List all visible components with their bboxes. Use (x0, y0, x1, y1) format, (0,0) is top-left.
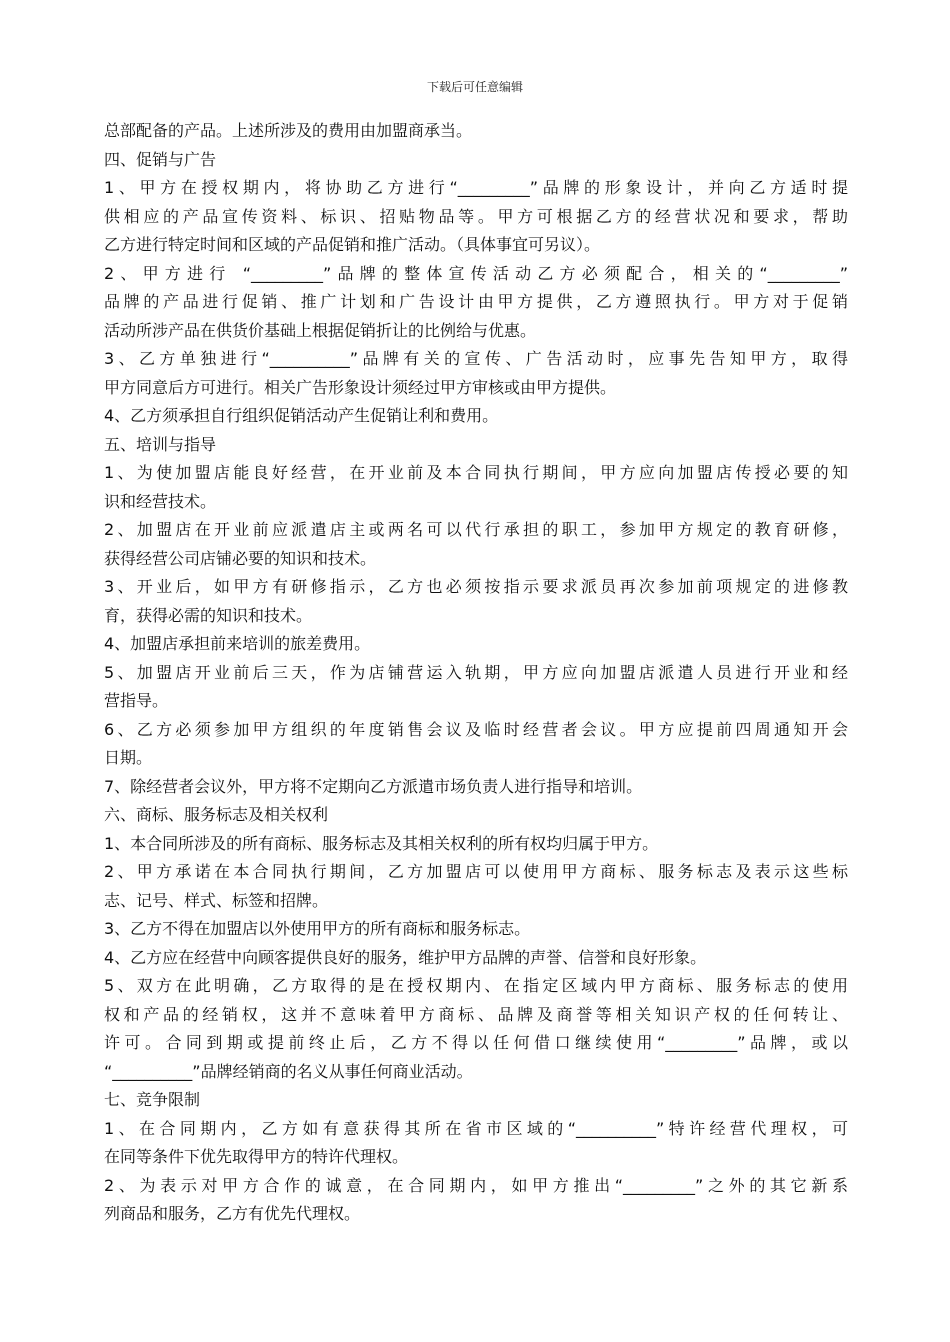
text-line: 营指导。 (104, 691, 169, 710)
text-line: 育，获得必需的知识和技术。 (104, 605, 313, 625)
text-line: 甲方同意后方可进行。相关广告形象设计须经过甲方审核或由甲方提供。 (104, 377, 617, 397)
text-line: 4、加盟店承担前来培训的旅差费用。 (104, 634, 371, 653)
text-line: 1、在合同期内，乙方如有意获得其所在省市区域的“__________”特许经营代理权，可 (104, 1118, 848, 1138)
text-line: 总部配备的产品。上述所涉及的费用由加盟商承当。 (104, 121, 473, 140)
text-line: 活动所涉产品在供货价基础上根据促销折让的比例给与优惠。 (104, 320, 537, 340)
text-line: 7、除经营者会议外，甲方将不定期向乙方派遣市场负责人进行指导和培训。 (104, 776, 643, 796)
text-line: 5、加盟店开业前后三天，作为店铺营运入轨期，甲方应向加盟店派遣人员进行开业和经 (104, 662, 848, 682)
text-line: 3、乙方不得在加盟店以外使用甲方的所有商标和服务标志。 (104, 919, 531, 938)
text-line: 1、本合同所涉及的所有商标、服务标志及其相关权利的所有权均归属于甲方。 (104, 833, 659, 853)
text-line: 2、甲方进行 “_________”品牌的整体宣传活动乙方必须配合，相关的“_________” (104, 263, 848, 283)
page-header: 下载后可任意编辑 (426, 80, 523, 94)
text-line: 在同等条件下优先取得甲方的特许代理权。 (104, 1147, 409, 1166)
text-line: 1、为使加盟店能良好经营，在开业前及本合同执行期间，甲方应向加盟店传授必要的知 (104, 463, 848, 482)
text-line: 供相应的产品宣传资料、标识、招贴物品等。甲方可根据乙方的经营状况和要求，帮助 (104, 206, 848, 226)
text-line: 七、竞争限制 (104, 1090, 201, 1109)
text-line: 1、甲方在授权期内，将协助乙方进行“_________”品牌的形象设计，并向乙方适时提 (104, 178, 848, 197)
text-line: “__________”品牌经销商的名义从事任何商业活动。 (104, 1061, 473, 1081)
text-line: 2、甲方承诺在本合同执行期间，乙方加盟店可以使用甲方商标、服务标志及表示这些标 (104, 862, 848, 881)
document-body (104, 117, 848, 1229)
text-line: 乙方进行特定时间和区域的产品促销和推广活动。（具体事宜可另议）。 (104, 235, 601, 254)
text-line: 2、为表示对甲方合作的诚意，在合同期内，如甲方推出“_________”之外的其它新系 (104, 1175, 848, 1195)
text-line: 四、促销与广告 (104, 149, 217, 169)
text-line: 五、培训与指导 (104, 434, 217, 454)
text-line: 3、开业后，如甲方有研修指示，乙方也必须按指示要求派员再次参加前项规定的进修教 (104, 577, 848, 596)
text-line: 4、乙方应在经营中向顾客提供良好的服务，维护甲方品牌的声誉、信誉和良好形象。 (104, 947, 707, 967)
text-line: 2、加盟店在开业前应派遣店主或两名可以代行承担的职工，参加甲方规定的教育研修， (104, 520, 848, 539)
text-line: 志、记号、样式、标签和招牌。 (104, 890, 329, 910)
text-line: 5、双方在此明确，乙方取得的是在授权期内、在指定区域内甲方商标、服务标志的使用 (104, 976, 848, 995)
text-line: 3、乙方单独进行“__________”品牌有关的宣传、广告活动时，应事先告知甲方，取得 (104, 349, 848, 368)
text-line: 获得经营公司店铺必要的知识和技术。 (104, 548, 377, 568)
text-line: 品牌的产品进行促销、推广计划和广告设计由甲方提供，乙方遵照执行。甲方对于促销 (104, 292, 848, 311)
text-line: 权和产品的经销权，这并不意味着甲方商标、品牌及商誉等相关知识产权的任何转让、 (104, 1004, 848, 1024)
text-line: 六、商标、服务标志及相关权利 (104, 805, 329, 824)
text-line: 列商品和服务，乙方有优先代理权。 (104, 1204, 361, 1223)
text-line: 识和经营技术。 (104, 491, 217, 511)
text-line: 日期。 (104, 748, 153, 767)
text-line: 6、乙方必须参加甲方组织的年度销售会议及临时经营者会议。甲方应提前四周通知开会 (104, 719, 848, 739)
text-line: 许可。合同到期或提前终止后，乙方不得以任何借口继续使用“_________”品牌，或以 (104, 1033, 848, 1052)
text-line: 4、乙方须承担自行组织促销活动产生促销让利和费用。 (104, 406, 499, 425)
